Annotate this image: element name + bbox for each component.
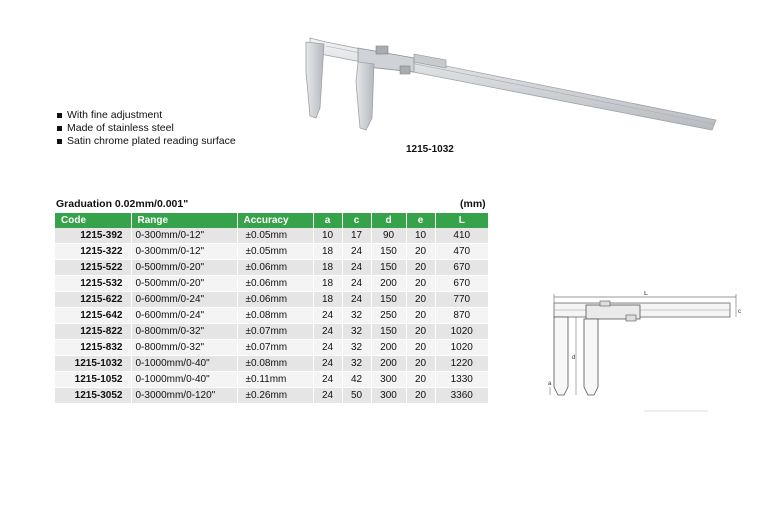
cell-d: 200 <box>371 356 406 372</box>
cell-l: 670 <box>435 276 488 292</box>
cell-e: 20 <box>406 356 435 372</box>
cell-l: 670 <box>435 260 488 276</box>
dimension-label-L: L <box>644 291 648 297</box>
cell-code: 1215-3052 <box>55 388 131 404</box>
table-row <box>55 340 488 356</box>
cell-l: 1220 <box>435 356 488 372</box>
cell-code: 1215-622 <box>55 292 131 308</box>
cell-accuracy: ±0.07mm <box>237 324 313 340</box>
cell-range: 0-1000mm/0-40" <box>131 372 237 388</box>
cell-e: 20 <box>406 372 435 388</box>
cell-d: 300 <box>371 388 406 404</box>
cell-code: 1215-832 <box>55 340 131 356</box>
table-row <box>55 276 488 292</box>
unit-label: (mm) <box>460 198 486 210</box>
table-row <box>55 292 488 308</box>
header-code: Code <box>55 213 131 228</box>
cell-range: 0-600mm/0-24" <box>131 308 237 324</box>
cell-l: 870 <box>435 308 488 324</box>
cell-e: 10 <box>406 228 435 244</box>
feature-item: Satin chrome plated reading surface <box>56 135 236 148</box>
header-l: L <box>435 213 488 228</box>
cell-a: 24 <box>313 372 342 388</box>
cell-l: 1020 <box>435 340 488 356</box>
cell-c: 42 <box>342 372 371 388</box>
cell-code: 1215-522 <box>55 260 131 276</box>
cell-l: 1020 <box>435 324 488 340</box>
cell-l: 3360 <box>435 388 488 404</box>
cell-accuracy: ±0.07mm <box>237 340 313 356</box>
cell-a: 24 <box>313 356 342 372</box>
header-e: e <box>406 213 435 228</box>
cell-d: 150 <box>371 260 406 276</box>
table-header-row <box>55 213 488 228</box>
model-code: 1215-1032 <box>406 144 454 155</box>
cell-a: 24 <box>313 340 342 356</box>
cell-c: 24 <box>342 276 371 292</box>
cell-accuracy: ±0.26mm <box>237 388 313 404</box>
cell-range: 0-800mm/0-32" <box>131 324 237 340</box>
cell-c: 32 <box>342 324 371 340</box>
cell-e: 20 <box>406 340 435 356</box>
caliper-dimension-diagram <box>548 291 744 413</box>
cell-c: 24 <box>342 292 371 308</box>
cell-e: 20 <box>406 244 435 260</box>
cell-e: 20 <box>406 260 435 276</box>
cell-a: 18 <box>313 276 342 292</box>
cell-e: 20 <box>406 324 435 340</box>
cell-d: 150 <box>371 244 406 260</box>
dimension-label-a: a <box>548 381 552 387</box>
cell-d: 300 <box>371 372 406 388</box>
cell-code: 1215-322 <box>55 244 131 260</box>
cell-c: 32 <box>342 308 371 324</box>
cell-accuracy: ±0.06mm <box>237 276 313 292</box>
spec-table <box>55 213 488 404</box>
caliper-product-image <box>296 32 722 140</box>
dimension-label-d: d <box>572 355 576 361</box>
cell-range: 0-800mm/0-32" <box>131 340 237 356</box>
header-c: c <box>342 213 371 228</box>
cell-range: 0-500mm/0-20" <box>131 260 237 276</box>
cell-e: 20 <box>406 292 435 308</box>
cell-code: 1215-1052 <box>55 372 131 388</box>
cell-range: 0-600mm/0-24" <box>131 292 237 308</box>
cell-l: 770 <box>435 292 488 308</box>
table-row <box>55 244 488 260</box>
feature-item: Made of stainless steel <box>56 122 236 135</box>
cell-d: 200 <box>371 276 406 292</box>
dimension-label-c: c <box>738 309 741 315</box>
header-accuracy: Accuracy <box>237 213 313 228</box>
cell-c: 24 <box>342 260 371 276</box>
cell-c: 50 <box>342 388 371 404</box>
cell-a: 24 <box>313 324 342 340</box>
cell-e: 20 <box>406 276 435 292</box>
cell-range: 0-500mm/0-20" <box>131 276 237 292</box>
cell-d: 150 <box>371 292 406 308</box>
table-row <box>55 308 488 324</box>
cell-a: 18 <box>313 292 342 308</box>
cell-accuracy: ±0.05mm <box>237 244 313 260</box>
cell-code: 1215-1032 <box>55 356 131 372</box>
table-row <box>55 324 488 340</box>
header-a: a <box>313 213 342 228</box>
cell-code: 1215-642 <box>55 308 131 324</box>
cell-c: 32 <box>342 340 371 356</box>
cell-code: 1215-532 <box>55 276 131 292</box>
cell-d: 90 <box>371 228 406 244</box>
cell-a: 24 <box>313 308 342 324</box>
cell-accuracy: ±0.08mm <box>237 308 313 324</box>
header-d: d <box>371 213 406 228</box>
cell-l: 410 <box>435 228 488 244</box>
feature-item: With fine adjustment <box>56 109 236 122</box>
cell-a: 18 <box>313 244 342 260</box>
table-row <box>55 260 488 276</box>
cell-accuracy: ±0.11mm <box>237 372 313 388</box>
cell-d: 150 <box>371 324 406 340</box>
header-range: Range <box>131 213 237 228</box>
table-row <box>55 372 488 388</box>
feature-list <box>56 109 236 148</box>
cell-d: 200 <box>371 340 406 356</box>
cell-l: 470 <box>435 244 488 260</box>
cell-e: 20 <box>406 388 435 404</box>
cell-c: 24 <box>342 244 371 260</box>
cell-range: 0-3000mm/0-120" <box>131 388 237 404</box>
cell-range: 0-300mm/0-12" <box>131 244 237 260</box>
cell-accuracy: ±0.06mm <box>237 260 313 276</box>
cell-code: 1215-392 <box>55 228 131 244</box>
cell-a: 10 <box>313 228 342 244</box>
cell-c: 32 <box>342 356 371 372</box>
cell-a: 24 <box>313 388 342 404</box>
cell-a: 18 <box>313 260 342 276</box>
cell-l: 1330 <box>435 372 488 388</box>
cell-range: 0-300mm/0-12" <box>131 228 237 244</box>
cell-accuracy: ±0.05mm <box>237 228 313 244</box>
cell-code: 1215-822 <box>55 324 131 340</box>
graduation-title: Graduation 0.02mm/0.001" <box>56 198 189 210</box>
cell-range: 0-1000mm/0-40" <box>131 356 237 372</box>
cell-accuracy: ±0.06mm <box>237 292 313 308</box>
table-row <box>55 228 488 244</box>
table-row <box>55 356 488 372</box>
table-row <box>55 388 488 404</box>
cell-accuracy: ±0.08mm <box>237 356 313 372</box>
cell-c: 17 <box>342 228 371 244</box>
cell-e: 20 <box>406 308 435 324</box>
cell-d: 250 <box>371 308 406 324</box>
